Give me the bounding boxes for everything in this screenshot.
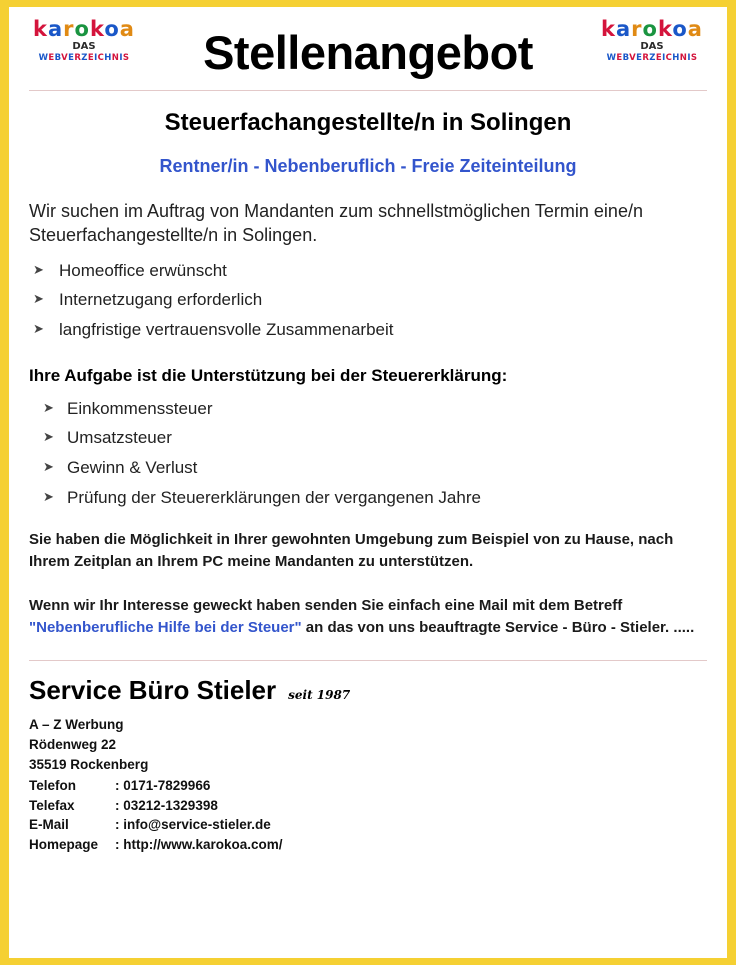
intro-paragraph: Wir suchen im Auftrag von Mandanten zum schnellstmöglichen Termin eine/n Steuerfachangestellte/n in Solingen. — [29, 201, 643, 246]
footer-divider — [29, 660, 707, 661]
list-item-label: Einkommenssteuer — [67, 398, 213, 418]
job-title: Steuerfachangestellte/n in Solingen — [164, 109, 572, 136]
contact-row-telefon — [29, 776, 707, 796]
requirements-list — [23, 262, 713, 340]
logo-letter: a — [47, 17, 64, 41]
application-subject-quote: "Nebenberufliche Hilfe bei der Steuer" — [29, 618, 302, 636]
contact-row-telefax — [29, 796, 707, 816]
logo-letter: o — [74, 17, 90, 41]
company-city: 35519 Rockenberg — [29, 756, 149, 772]
flyer-content — [9, 7, 727, 958]
list-item — [29, 459, 707, 478]
list-item-label: Internetzugang erforderlich — [59, 290, 263, 310]
contact-value-homepage[interactable]: : http://www.karokoa.com/ — [115, 836, 283, 852]
page-title: Stellenangebot — [203, 26, 533, 79]
logo-letter: o — [104, 17, 120, 41]
company-business: A – Z Werbung — [29, 717, 124, 733]
logo-letter: o — [672, 17, 688, 41]
contact-label: E-Mail — [29, 817, 69, 833]
list-item — [29, 321, 707, 340]
contact-label: Telefax — [29, 797, 75, 813]
application-text-after: an das von uns beauftragte Service - Büro - Stieler. ..... — [301, 618, 695, 636]
contact-value-email[interactable]: : info@service-stieler.de — [115, 817, 271, 833]
contact-row-homepage — [29, 835, 707, 855]
logo-subtitle-webverzeichnis: WEBVERZEICHNIS — [606, 53, 698, 63]
company-street: Rödenweg 22 — [29, 736, 117, 752]
contact-label: Telefon — [29, 778, 76, 794]
logo-letter: r — [63, 17, 75, 41]
list-item-label: Umsatzsteuer — [67, 428, 172, 448]
contact-value: : 03212-1329398 — [115, 797, 218, 813]
list-item — [29, 489, 707, 508]
logo-letter: r — [631, 17, 643, 41]
contact-label: Homepage — [29, 836, 99, 852]
company-name: Service Büro Stieler — [29, 675, 277, 706]
company-since: seit 1987 — [288, 688, 351, 703]
list-item — [29, 400, 707, 419]
list-item-label: Gewinn & Verlust — [67, 458, 198, 478]
list-item — [29, 262, 707, 281]
logo-letter: k — [601, 17, 616, 41]
logo-left — [25, 15, 143, 63]
list-item-label: Prüfung der Steuererklärungen der vergangenen Jahre — [67, 487, 481, 507]
logo-letter: a — [119, 17, 135, 41]
job-tagline: Rentner/in - Nebenberuflich - Freie Zeiteinteilung — [159, 156, 577, 176]
logo-subtitle-das: DAS — [72, 41, 96, 52]
logo-wordmark — [25, 19, 143, 40]
contact-value: : 0171-7829966 — [115, 778, 211, 794]
header-divider — [29, 90, 707, 91]
logo-letter: k — [33, 17, 48, 41]
tasks-heading: Ihre Aufgabe ist die Unterstützung bei der Steuererklärung: — [29, 365, 508, 385]
document-header — [23, 13, 713, 80]
company-contacts — [23, 776, 713, 854]
contact-row-email — [29, 815, 707, 835]
logo-subtitle-das: DAS — [640, 41, 664, 52]
list-item-label: langfristige vertrauensvolle Zusammenarbeit — [59, 319, 394, 339]
logo-right — [593, 15, 711, 63]
logo-letter: o — [642, 17, 658, 41]
application-paragraph — [23, 595, 713, 639]
company-header — [23, 675, 713, 706]
logo-subtitle-webverzeichnis: WEBVERZEICHNIS — [38, 53, 130, 63]
logo-letter: k — [657, 17, 673, 41]
logo-letter: a — [687, 17, 703, 41]
list-item-label: Homeoffice erwünscht — [59, 260, 227, 280]
company-address — [23, 715, 713, 774]
possibility-paragraph: Sie haben die Möglichkeit in Ihrer gewohnten Umgebung zum Beispiel von zu Hause, nach Ihrem Zeitplan an Ihrem PC meine Mandanten zu unterstützen. — [29, 531, 674, 571]
logo-letter: a — [615, 17, 632, 41]
list-item — [29, 291, 707, 310]
tasks-list — [23, 400, 713, 508]
application-text-before: Wenn wir Ihr Interesse geweckt haben senden Sie einfach eine Mail mit dem Betreff — [29, 596, 623, 614]
list-item — [29, 429, 707, 448]
logo-letter: k — [89, 17, 105, 41]
logo-wordmark — [593, 19, 711, 40]
